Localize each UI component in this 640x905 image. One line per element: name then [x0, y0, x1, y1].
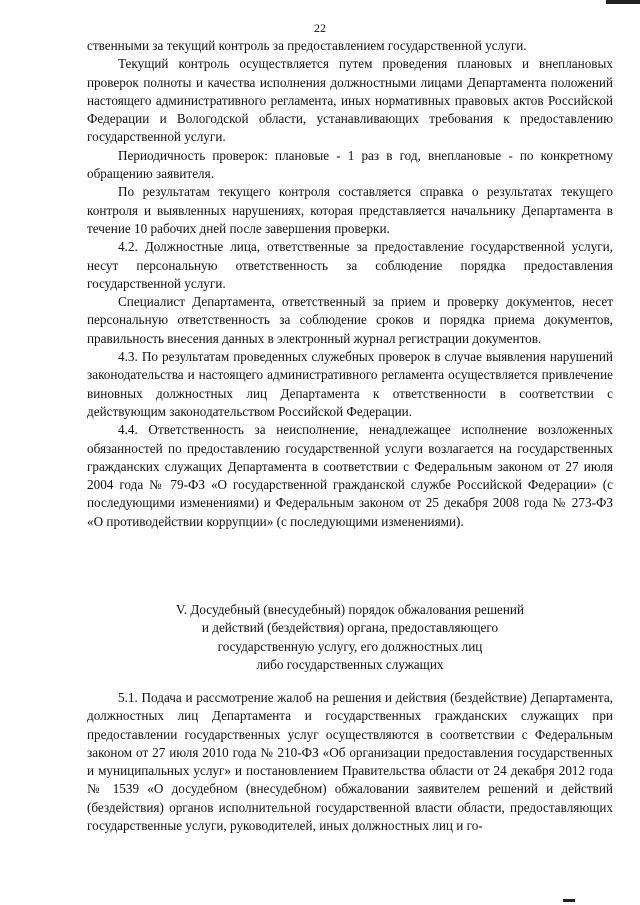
scan-corner-mark: [606, 0, 640, 4]
section-heading-line: либо государственных служащих: [256, 656, 444, 672]
body-text-bottom: [87, 689, 613, 835]
section-heading-line: государственную услугу, его должностных лиц: [217, 638, 483, 654]
paragraph: Специалист Департамента, ответственный за прием и проверку документов, несет персональную ответственность за соблюдение сроков и порядка приема документов, правильность внесения данных в электронный журнал регистрации документов.: [87, 294, 613, 346]
paragraph: 4.3. По результатам проведенных служебных проверок в случае выявления нарушений законодательства и настоящего административного регламента осуществляется привлечение виновных должностных лиц Департамента к ответственности в соответствии с действующим законодательством Российской Федерации.: [87, 349, 613, 419]
section-heading-line: V. Досудебный (внесудебный) порядок обжалования решений: [175, 602, 525, 617]
paragraph: 4.4. Ответственность за неисполнение, ненадлежащее исполнение возложенных обязанностей по предоставлению государственной услуги возлагается на государственных гражданских служащих Департамента в соответствии с Федеральным законом от 27 июля 2004 года № 79-ФЗ «О государственной гражданской службе Российской Федерации» (с последующими изменениями) и Федеральным законом от 25 декабря 2008 года № 273-ФЗ «О противодействии коррупции» (с последующими изменениями).: [87, 422, 613, 529]
section-heading-line: и действий (бездействия) органа, предоставляющего: [201, 620, 499, 636]
paragraph: Текущий контроль осуществляется путем проведения плановых и внеплановых проверок полноты и качества исполнения должностными лицами Департамента положений настоящего административного регламента, иных нормативных правовых актов Российской Федерации и Вологодской области, устанавливающих требования к предоставлению государственной услуги.: [87, 56, 613, 145]
paragraph: 4.2. Должностные лица, ответственные за предоставление государственной услуги, несут персональную ответственность за соблюдение порядка предоставления государственной услуги.: [87, 239, 613, 291]
section-heading: [87, 601, 613, 674]
paragraph: Периодичность проверок: плановые - 1 раз в год, внеплановые - по конкретному обращению заявителя.: [87, 147, 613, 182]
paragraph: По результатам текущего контроля составляется справка о результатах текущего контроля и выявленных нарушениях, которая представляется начальнику Департамента в течение 10 рабочих дней после завершения проверки.: [87, 184, 613, 236]
paragraph: 5.1. Подача и рассмотрение жалоб на решения и действия (бездействие) Департамента, должностных лиц Департамента и государственных гражданских служащих при предоставлении государственных услуг осуществляются в соответствии с Федеральным законом от 27 июля 2010 года № 210-ФЗ «Об организации предоставления государственных и муниципальных услуг» и постановлением Правительства области от 24 декабря 2012 года № 1539 «О досудебном (внесудебном) обжаловании заявителем решений и действий (бездействия) органов исполнительной государственной власти области, предоставляющих государственные услуги, руководителей, иных должностных лиц и го-: [87, 690, 613, 834]
scan-footer-mark: [563, 899, 575, 902]
paragraph: ственными за текущий контроль за предоставлением государственной услуги.: [87, 38, 527, 53]
page-number: 22: [314, 21, 326, 35]
body-text-top: [87, 37, 613, 531]
